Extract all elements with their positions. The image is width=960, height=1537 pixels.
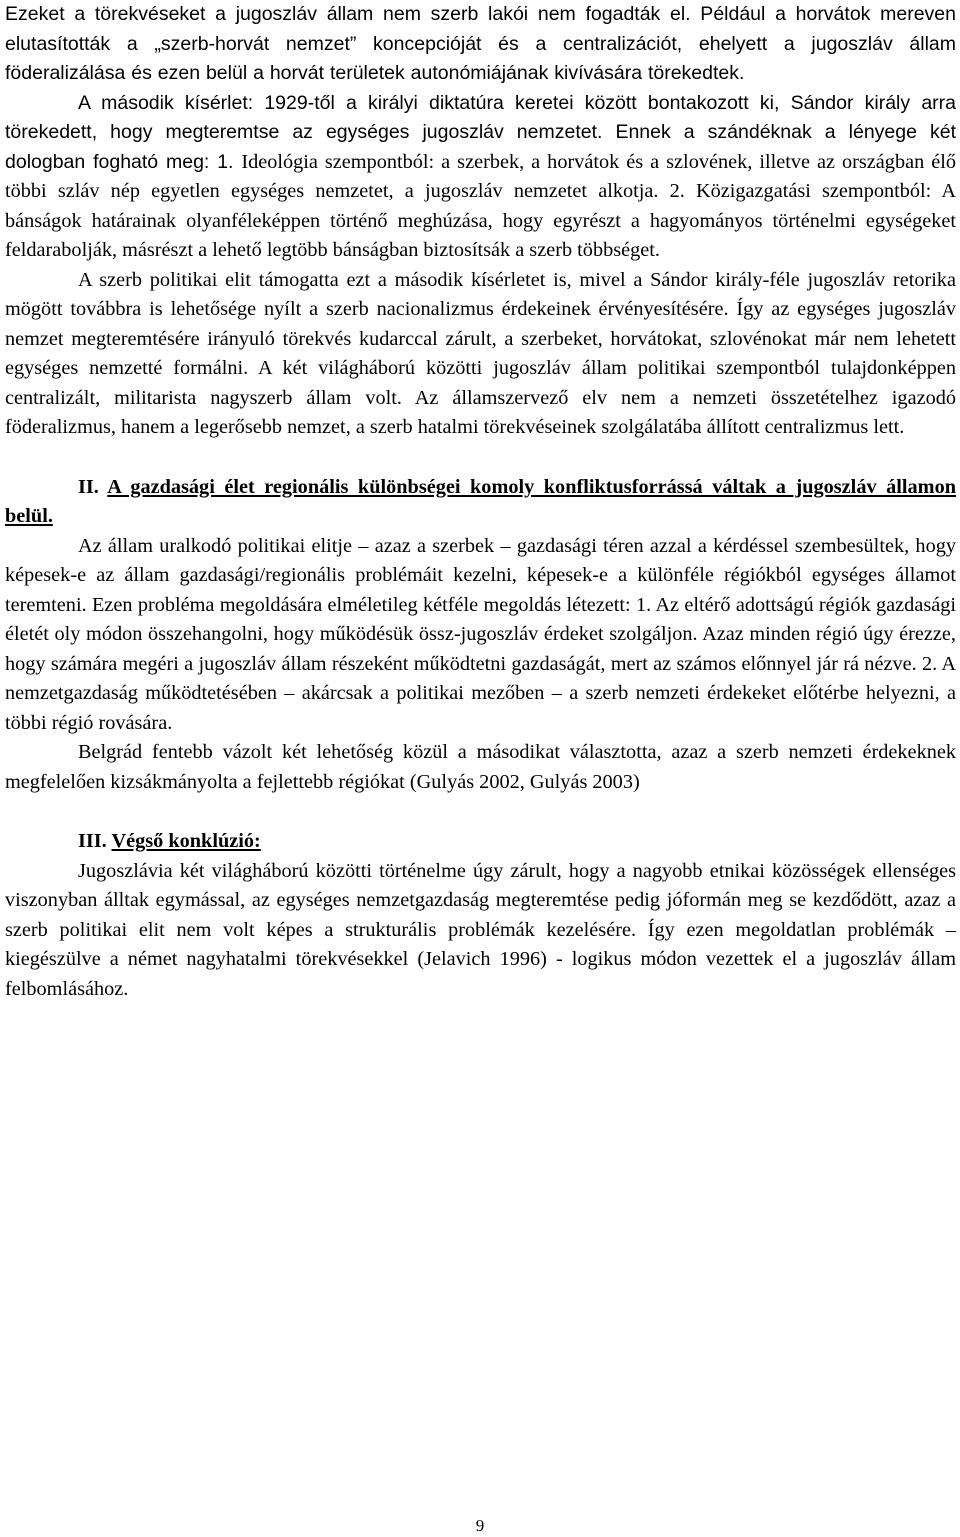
section-title: Végső konklúzió: bbox=[111, 830, 261, 852]
second-attempt-details-text: Ideológia szempontból: a szerbek, a horvátok és a szlovének, illetve az országban élő többi szláv nép egyetlen egységes nemzetet, a jugoszláv nemzetet alkotja. 2. Közigazgatási szempontból: A bánságok határainak olyanféleképpen történő meghúzása, hogy egyrészt a hagyományos történelmi egységeket feldarabolják, másrészt a lehető legtöbb bánságban biztosítsák a szerb többséget. bbox=[5, 150, 956, 261]
section-title: A gazdasági élet regionális különbségei komoly konfliktusforrássá váltak a jugoszláv államon belül. bbox=[5, 475, 956, 527]
page-content bbox=[5, 0, 956, 1004]
page-number: 9 bbox=[475, 1516, 485, 1535]
paragraph-conclusion: Jugoszlávia két világháború közötti történelme úgy zárult, hogy a nagyobb etnikai közösségek ellenséges viszonyban álltak egymással, az egységes nemzetgazdaság megteremtése pedig jóformán meg se kezdődött, azaz a szerb politikai elit nem volt képes a strukturális problémák kezelésére. Így ezen megoldatlan problémák – kiegészülve a német nagyhatalmi törekvésekkel (Jelavich 1996) - logikus módon vezettek el a jugoszláv állam felbomlásához. bbox=[5, 859, 956, 1000]
section-heading-conclusion bbox=[5, 827, 956, 857]
section-number: II. bbox=[78, 475, 99, 498]
paragraph-croat-opposition: Ezeket a törekvéseket a jugoszláv állam nem szerb lakói nem fogadták el. Például a horvátok mereven elutasították a „szerb-horvát nemzet” koncepcióját és a centralizációt, ehelyett a jugoszláv állam föderalizálása és ezen belül a horvát területek autonómiájának kivívására törekedtek. bbox=[5, 3, 956, 84]
paragraph-economic-question: Az állam uralkodó politikai elitje – azaz a szerbek – gazdasági téren azzal a kérdéssel szembesültek, hogy képesek-e az állam gazdasági/regionális problémáit kezelni, képesek-e a különféle régiókból egységes államot teremteni. Ezen probléma megoldására elméletileg kétféle megoldás létezett: 1. Az eltérő adottságú régiók gazdasági életét oly módon összehangolni, hogy működésük össz-jugoszláv érdeket szolgáljon. Azaz minden régió úgy érezze, hogy számára megéri a jugoszláv állam részeként működtetni gazdaságát, mert az számos előnnyel jár rá nézve. 2. A nemzetgazdaság működtetésében – akárcsak a politikai mezőben – a szerb nemzeti érdekeket előtérbe helyezni, a többi régió rovására. bbox=[5, 534, 956, 734]
section-heading-economy bbox=[5, 473, 956, 532]
paragraph-second-attempt bbox=[5, 89, 956, 266]
paragraph-belgrade-choice: Belgrád fentebb vázolt két lehetőség közül a másodikat választotta, azaz a szerb nemzeti érdekeknek megfelelően kizsákmányolta a fejlettebb régiókat (Gulyás 2002, Gulyás 2003) bbox=[5, 741, 956, 793]
paragraph-serb-elite: A szerb politikai elit támogatta ezt a második kísérletet is, mivel a Sándor király-féle jugoszláv retorika mögött továbbra is lehetősége nyílt a szerb nacionalizmus érdekeinek érvényesítésére. Így az egységes jugoszláv nemzet megteremtésére irányuló törekvés kudarccal zárult, a szerbeket, horvátokat, szlovénokat már nem lehetett egységes nemzetté formálni. A két világháború közötti jugoszláv állam politikai szempontból tulajdonképpen centralizált, militarista nagyszerb állam volt. Az államszervező elv nem a nemzeti összetételhez igazodó föderalizmus, hanem a legerősebb nemzet, a szerb hatalmi törekvéseinek szolgálatába állított centralizmus lett. bbox=[5, 268, 956, 438]
section-gap bbox=[5, 797, 956, 827]
second-attempt-intro-text: A második kísérlet: 1929-től a királyi diktatúra keretei között bontakozott ki, Sándor király arra törekedett, hogy megteremtse az egységes jugoszláv nemzetet. Ennek a szándéknak a lényege két dologban fogható meg: 1. bbox=[5, 91, 956, 173]
section-number: III. bbox=[78, 830, 107, 852]
section-gap bbox=[5, 443, 956, 473]
